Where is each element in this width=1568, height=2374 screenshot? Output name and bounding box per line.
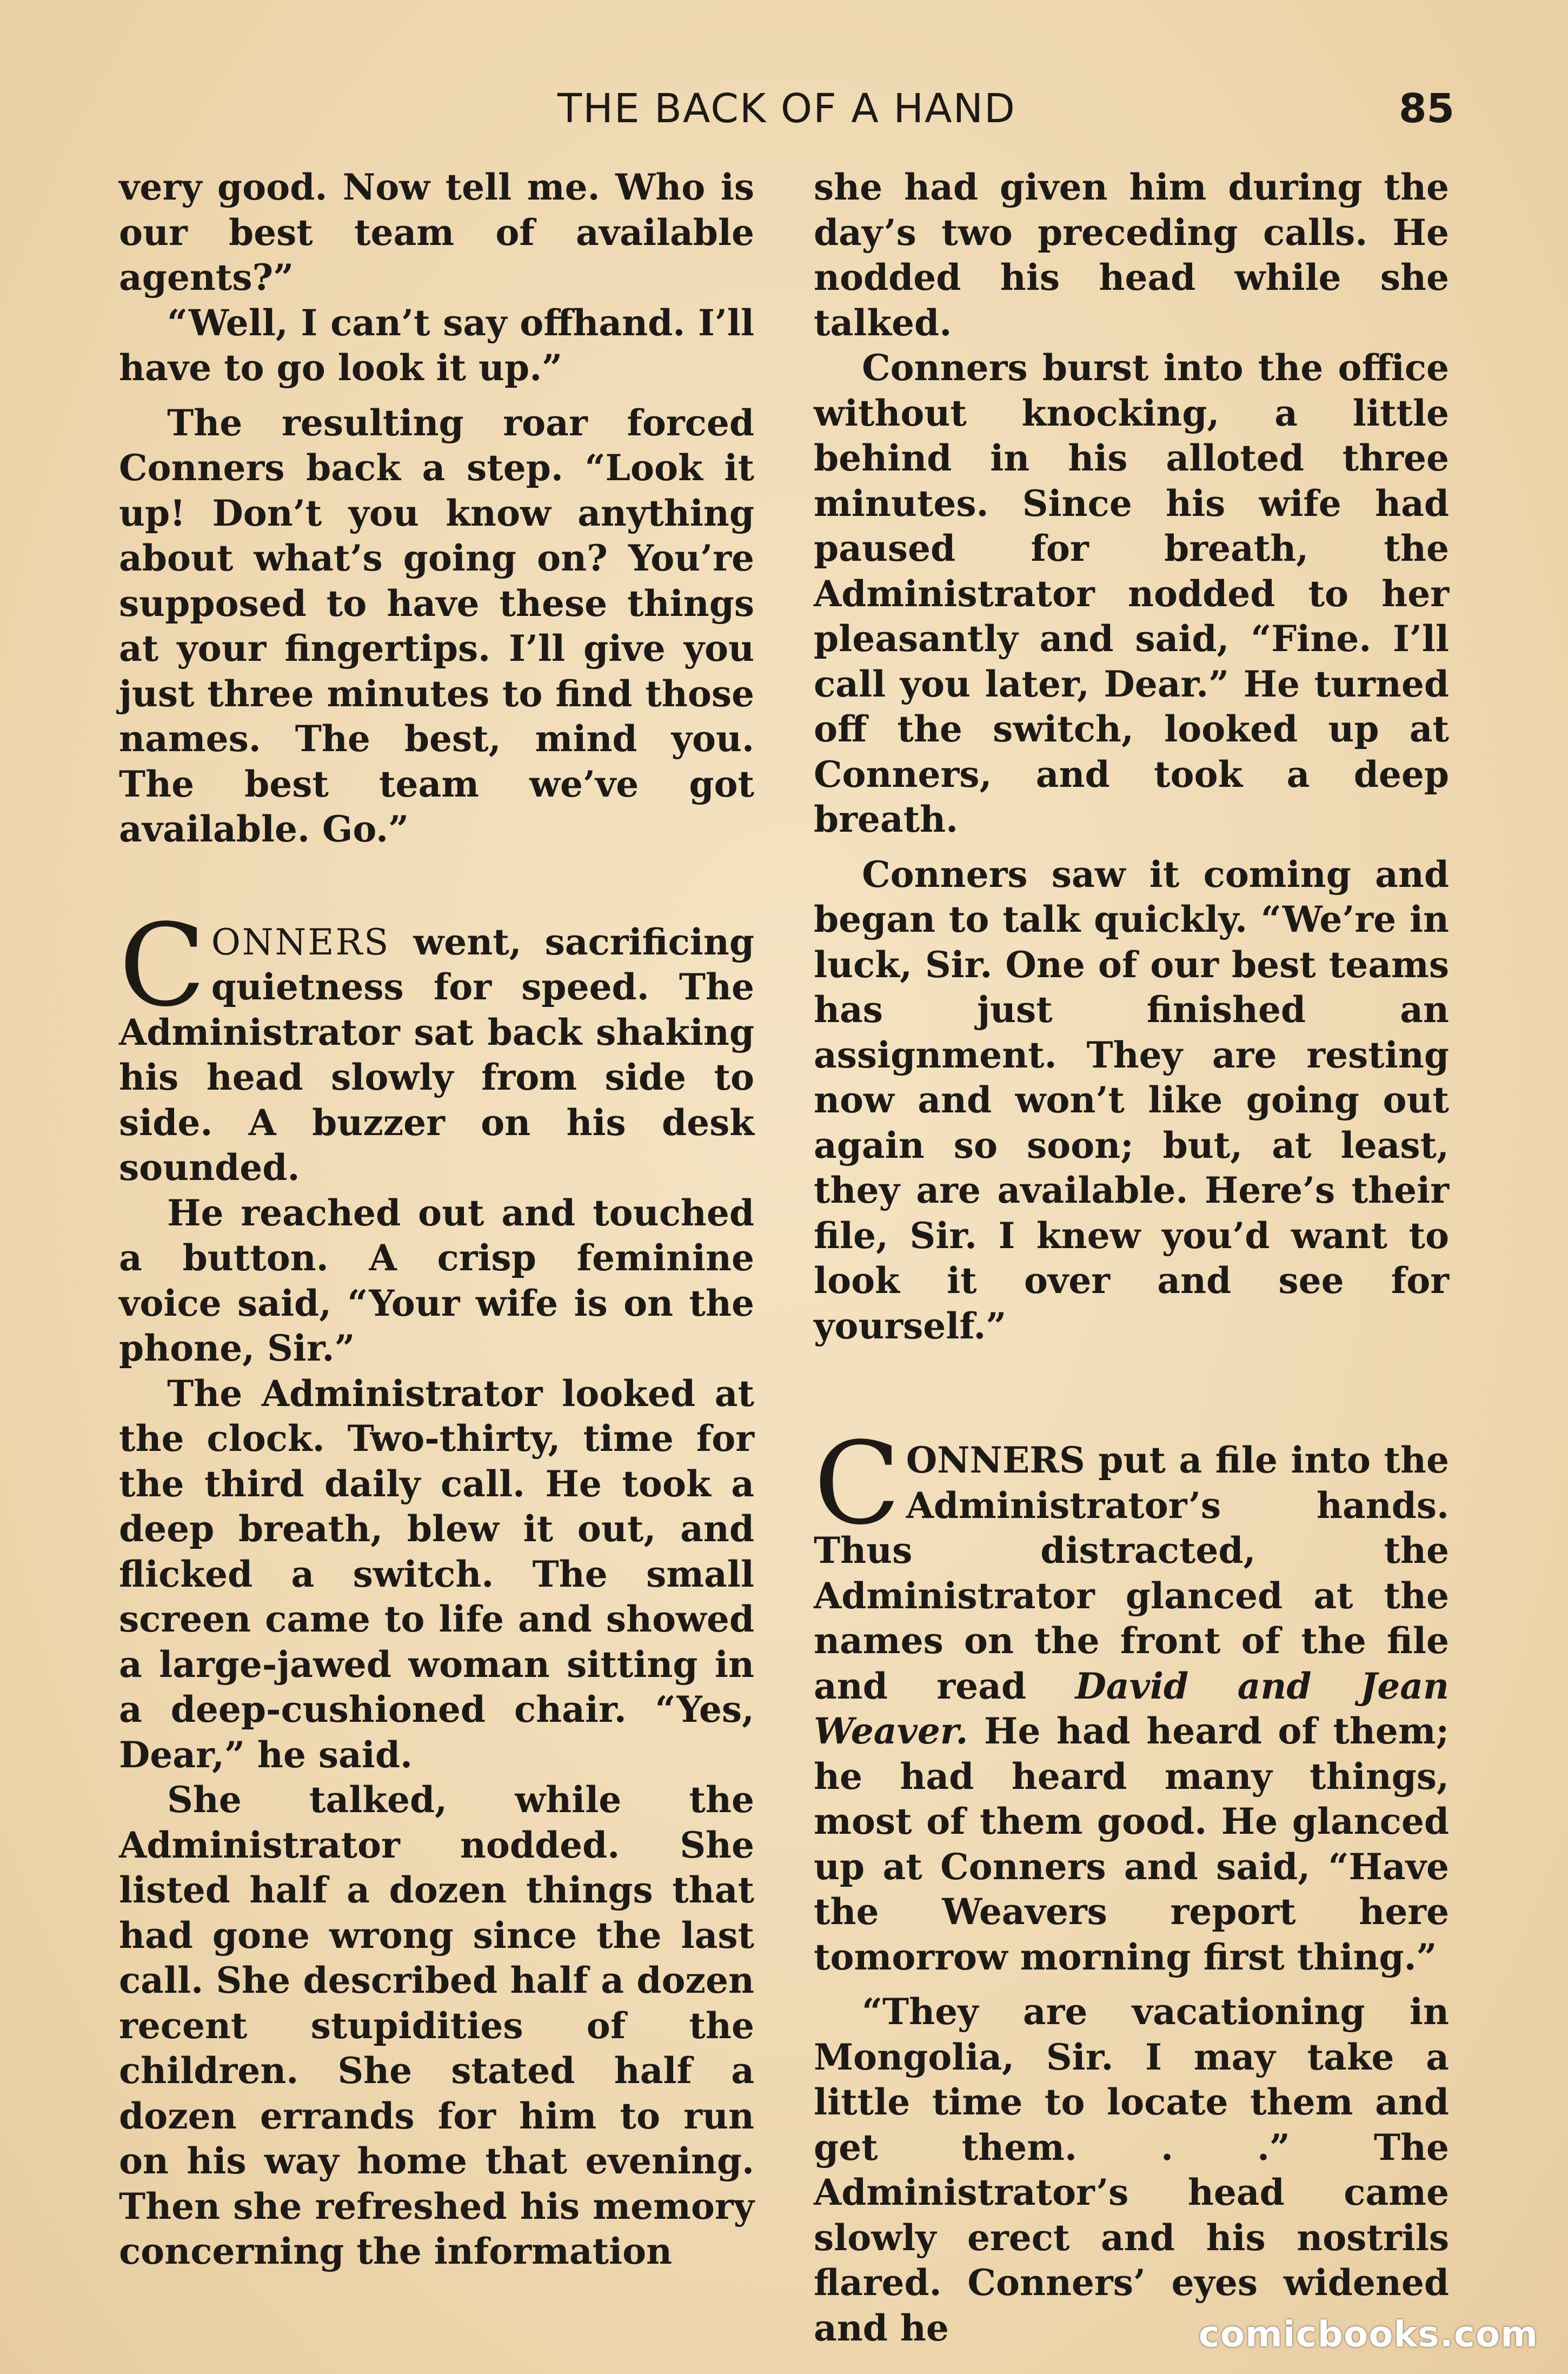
paragraph: The Administrator looked at the clock. Two-thirty, time for the third daily call. He took a deep breath, blew it out, and flicked a switch. The small screen came to life and showed a large-jawed woman sitting in a deep-cushioned chair. “Yes, Dear,” he said. [119, 1372, 754, 1776]
page-number: 85 [1399, 85, 1454, 132]
dropcap-paragraph [119, 899, 754, 1191]
paragraph: He reached out and touched a button. A crisp feminine voice said, “Your wife is on the phone, Sir.” [119, 1191, 754, 1369]
section-break [119, 852, 754, 920]
paragraph-text: put a file into the Administrator’s hands. Thus distracted, the Administrator glanced at the names on the front of the file and read [814, 1439, 1449, 1707]
paragraph: she had given him during the day’s two preceding calls. He nodded his head while she talked. [814, 166, 1449, 344]
paragraph: She talked, while the Administrator nodded. She listed half a dozen things that had gone wrong since the last call. She described half a dozen recent stupidities of the children. She stated half a dozen errands for him to run on his way home that evening. Then she refreshed his memory concerning the information [119, 1779, 754, 2272]
running-title: THE BACK OF A HAND [557, 85, 1016, 132]
lead-word: ONNERS [211, 921, 390, 963]
paragraph: very good. Now tell me. Who is our best team of available agents?” [119, 166, 754, 299]
paragraph: “They are vacationing in Mongolia, Sir. I may take a little time to locate them and get them. . .” The Administrator’s head came slowly erect and his nostrils flared. Conners’ eyes widened and he [814, 1991, 1449, 2349]
page-header [119, 87, 1454, 146]
paragraph-text: He had heard of them; he had heard many things, most of them good. He glanced up at Conners and said, “Have the Weavers report here tomorrow morning first thing.” [814, 1710, 1449, 1978]
lead-word: ONNERS [906, 1439, 1085, 1481]
paragraph: The resulting roar forced Conners back a step. “Look it up! Don’t you know anything about what’s going on? You’re supposed to have these things at your fingertips. I’ll give you just three minutes to find those names. The best, mind you. The best team we’ve got available. Go.” [119, 401, 754, 850]
dropcap-paragraph [814, 1417, 1449, 1980]
site-watermark: comicbooks.com [1198, 2313, 1538, 2355]
drop-cap: C [814, 1417, 901, 1550]
paragraph: Conners burst into the office without knocking, a little behind in his alloted three minutes. Since his wife had paused for breath, the Administrator nodded to her pleasantly and said, “Fine. I’ll call you later, Dear.” He turned off the switch, looked up at Conners, and took a deep breath. [814, 347, 1449, 840]
italic-names: David and Jean Weaver. [814, 1665, 1449, 1752]
drop-cap: C [119, 899, 206, 1032]
paragraph-text: went, sacrificing quietness for speed. The Administrator sat back shaking his head slowly from side to side. A buzzer on his desk sounded. [119, 920, 754, 1189]
left-column [119, 165, 754, 2274]
paragraph: Conners saw it coming and began to talk quickly. “We’re in luck, Sir. One of our best teams has just finished an assignment. They are resting now and won’t like going out again so soon; but, at least, they are available. Here’s their file, Sir. I knew you’d want to look it over and see for yourself.” [814, 853, 1449, 1347]
section-break [814, 1349, 1449, 1438]
paragraph: “Well, I can’t say offhand. I’ll have to go look it up.” [119, 301, 754, 389]
right-column [814, 165, 1449, 2351]
